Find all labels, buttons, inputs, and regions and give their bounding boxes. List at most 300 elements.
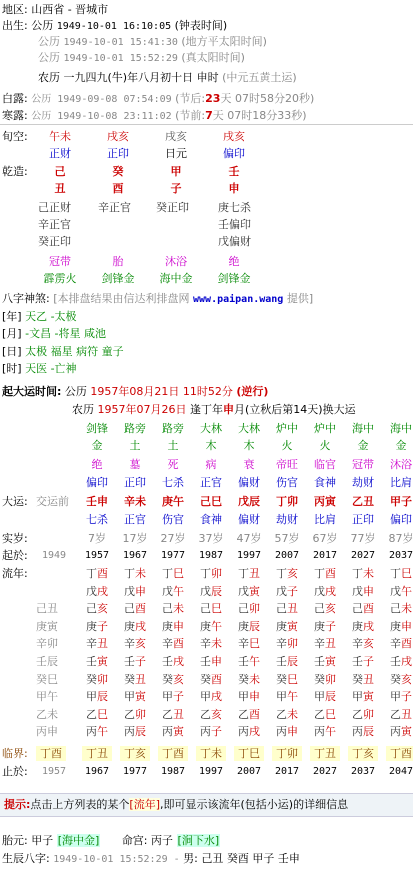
- nayin-4: 剑锋金: [217, 272, 251, 285]
- canggan-1-1: 己正财: [38, 201, 71, 214]
- birth-label: 出生:: [2, 19, 28, 32]
- zhiyu-3: 1987: [160, 766, 186, 777]
- zhiyu-6: 2017: [274, 766, 300, 777]
- liunian-cell[interactable]: 乙卯: [352, 707, 374, 721]
- minggong-label: 命宫:: [121, 834, 148, 847]
- liunian-cell[interactable]: 丁丑: [238, 567, 260, 580]
- linjie-2: 丁亥: [120, 746, 150, 761]
- shensha-items: 太极 福星 病符 童子: [25, 345, 124, 358]
- liunian-cell[interactable]: 辛巳: [238, 637, 260, 651]
- bazi-date: 1949-10-01 15:52:29 -: [53, 854, 180, 865]
- dayun-cs-7: 临官: [314, 458, 336, 471]
- dayun-ss-bot-7: 比肩: [314, 513, 336, 526]
- dayun-ages-6: 57岁: [274, 532, 300, 545]
- birth-row-2: [38, 34, 267, 50]
- liunian-cell[interactable]: 壬子: [124, 655, 146, 668]
- dayun-label: 大运:: [2, 495, 28, 508]
- dayun-ss-top-4: 正官: [200, 476, 222, 489]
- dayun-nayin-bot-5: 木: [243, 439, 255, 452]
- dayun-nayin-top-3: 路旁: [162, 422, 184, 435]
- liunian-cell[interactable]: 己卯: [238, 602, 260, 616]
- dayun-gz-7[interactable]: 丙寅: [314, 495, 336, 508]
- hanlu-time: 公历 1949-10-08 23:11:02: [31, 111, 172, 122]
- clock-time: 1949-10-01 16:10:05: [56, 21, 172, 32]
- nayin-1: 霹雳火: [43, 272, 77, 285]
- shensha-year: [2, 309, 77, 324]
- liunian-cell[interactable]: 己亥: [314, 602, 336, 616]
- liunian-cell[interactable]: 丙申: [276, 725, 298, 739]
- liunian-left-7[interactable]: 癸巳: [36, 672, 58, 686]
- hanlu-label: 寒露:: [2, 109, 28, 122]
- liunian-cell[interactable]: 己未: [390, 602, 412, 616]
- liunian-cell[interactable]: 辛卯: [276, 637, 298, 651]
- liunian-cell[interactable]: 癸卯: [314, 672, 336, 686]
- shensha-items: -文昌 -将星 咸池: [25, 327, 107, 340]
- liunian-cell[interactable]: 庚子: [314, 619, 336, 633]
- xunkong-label: 旬空:: [2, 130, 28, 143]
- dayun-years-6: 2007: [274, 550, 300, 561]
- canggan-3-1: 癸正印: [156, 201, 189, 214]
- liunian-cell[interactable]: 辛亥: [352, 637, 374, 651]
- liunian-cell[interactable]: 戊午: [162, 584, 184, 598]
- dayun-ss-bot-9: 偏印: [390, 513, 412, 526]
- linjie-4: 丁未: [196, 746, 226, 761]
- liunian-cell[interactable]: 丁卯: [200, 567, 222, 580]
- liunian-cell[interactable]: 丙辰: [124, 725, 146, 739]
- zhiyu-label: 止於:: [2, 765, 28, 778]
- liunian-cell[interactable]: 戊戌: [86, 584, 108, 598]
- dayun-nayin-top-5: 大林: [238, 422, 260, 435]
- dayun-nayin-bot-2: 土: [129, 439, 141, 452]
- xunkong-1: 午未: [49, 130, 71, 143]
- liunian-cell[interactable]: 癸丑: [124, 672, 146, 686]
- bailu-row: [2, 91, 314, 107]
- dayun-start-row: [2, 384, 268, 399]
- shensha-note-end: 提供]: [286, 292, 314, 305]
- dayun-nayin-bot-9: 金: [395, 439, 407, 452]
- dayun-ages-9: 87岁: [388, 532, 413, 545]
- liunian-cell[interactable]: 辛丑: [86, 637, 108, 651]
- liunian-cell[interactable]: 庚申: [162, 619, 184, 633]
- qidian-first: 1949: [42, 550, 67, 561]
- liunian-cell[interactable]: 乙亥: [200, 707, 222, 721]
- dayun-nayin-top-4: 大林: [200, 422, 222, 435]
- dayun-nayin-bot-7: 火: [319, 439, 331, 452]
- liunian-cell[interactable]: 庚戌: [124, 619, 146, 633]
- dayun-gz-8[interactable]: 乙丑: [352, 495, 374, 508]
- liunian-cell[interactable]: 丁巳: [390, 567, 412, 580]
- canggan-1-2: 辛正官: [38, 218, 71, 231]
- region-value: 山西省 - 晋城市: [31, 3, 109, 16]
- taiyuan-label: 胎元:: [2, 834, 28, 847]
- zhiyu-8: 2037: [350, 766, 376, 777]
- true-solar-time: 1949-10-01 15:52:29: [63, 53, 178, 64]
- bailu-note: (节后:: [175, 92, 206, 105]
- liunian-cell[interactable]: 壬午: [238, 655, 260, 668]
- linjie-6: 丁卯: [272, 746, 302, 761]
- dayun-gz-3[interactable]: 庚午: [162, 495, 184, 508]
- tip-text-end: ,即可显示该流年(包括小运)的详细信息: [160, 798, 349, 811]
- canggan-4-2: 壬偏印: [218, 218, 251, 231]
- zhi-1: 丑: [54, 182, 66, 195]
- calendar-type: 公历: [38, 51, 60, 64]
- liunian-cell[interactable]: 己丑: [276, 602, 298, 616]
- liunian-cell[interactable]: 壬辰: [276, 655, 298, 668]
- liunian-cell[interactable]: 癸巳: [276, 672, 298, 686]
- liunian-cell[interactable]: 己未: [162, 602, 184, 616]
- shensha-day: [2, 344, 124, 359]
- shensha-hour: [2, 361, 77, 376]
- dayun-ages-5: 47岁: [236, 532, 262, 545]
- dayun-ages-7: 67岁: [312, 532, 338, 545]
- taiyuan-value: 甲子: [31, 834, 54, 847]
- lunar-date: 农历 一九四九(牛)年八月初十日 申时: [38, 71, 219, 84]
- liunian-cell[interactable]: 甲午: [276, 690, 298, 704]
- dayun-nayin-top-1: 剑锋: [86, 422, 108, 435]
- liunian-cell[interactable]: 己酉: [352, 602, 374, 616]
- shishen-4: 偏印: [223, 147, 245, 160]
- dayun-years-7: 2017: [312, 550, 338, 561]
- minggong-value: 丙子: [151, 834, 174, 847]
- dayun-years-1: 1957: [84, 550, 110, 561]
- liunian-cell[interactable]: 乙巳: [314, 707, 336, 721]
- canggan-2-1: 辛正官: [98, 201, 131, 214]
- gan-4: 壬: [228, 165, 240, 178]
- liunian-cell[interactable]: 戊寅: [238, 584, 260, 598]
- shensha-tag: [日]: [2, 345, 22, 358]
- liunian-cell[interactable]: 乙卯: [124, 707, 146, 721]
- tip-label: 提示:: [4, 798, 31, 811]
- liunian-cell[interactable]: 甲辰: [86, 690, 108, 704]
- dayun-years-8: 2027: [350, 550, 376, 561]
- liunian-cell[interactable]: 丙子: [200, 725, 222, 739]
- shensha-header: [2, 291, 313, 307]
- liunian-cell[interactable]: 庚辰: [238, 619, 260, 633]
- liunian-cell[interactable]: 癸亥: [390, 672, 412, 686]
- shishen-1: 正财: [49, 147, 71, 160]
- liunian-cell[interactable]: 壬子: [352, 655, 374, 668]
- liunian-cell[interactable]: 癸酉: [200, 672, 222, 686]
- dayun-ss-top-9: 比肩: [390, 476, 412, 489]
- liunian-cell[interactable]: 丙寅: [390, 725, 412, 739]
- dayun-years-4: 1987: [198, 550, 224, 561]
- dayun-start-time: 11时52分: [182, 385, 233, 398]
- dayun-cs-9: 沐浴: [390, 458, 412, 471]
- dayun-ss-top-2: 正印: [124, 476, 146, 489]
- dayun-nayin-bot-3: 土: [167, 439, 179, 452]
- shensha-items: 天医 -亡神: [25, 362, 77, 375]
- birth-row-1: [2, 18, 227, 34]
- liunian-cell[interactable]: 丁酉: [314, 567, 336, 580]
- shisui-label: 实岁:: [2, 532, 28, 545]
- liunian-cell[interactable]: 丙辰: [352, 725, 374, 739]
- birth-row-3: [38, 50, 245, 66]
- dayun-lunar-prefix: 农历: [72, 403, 98, 416]
- bailu-note-end: 天 07时58分20秒): [220, 92, 315, 105]
- zhiyu-7: 2027: [312, 766, 338, 777]
- canggan-4-1: 庚七杀: [218, 201, 251, 214]
- linjie-9: 丁酉: [386, 746, 413, 761]
- dayun-ss-top-1: 偏印: [86, 476, 108, 489]
- dayun-ss-top-3: 七杀: [162, 476, 184, 489]
- changsheng-2: 胎: [112, 255, 124, 268]
- liunian-cell[interactable]: 乙酉: [238, 707, 260, 721]
- liunian-cell[interactable]: 癸未: [238, 672, 260, 686]
- bailu-time: 公历 1949-09-08 07:54:09: [31, 94, 172, 105]
- liunian-left-9[interactable]: 乙未: [36, 707, 58, 721]
- xunkong-3: 戌亥: [165, 130, 187, 143]
- xunkong-2: 戌亥: [107, 130, 129, 143]
- liunian-cell[interactable]: 壬申: [200, 655, 222, 668]
- dayun-years-5: 1997: [236, 550, 262, 561]
- qidian-label: 起於:: [2, 549, 28, 562]
- liunian-cell[interactable]: 壬戌: [162, 655, 184, 668]
- dayun-lunar-date: 1957年07月26日: [97, 403, 187, 416]
- qianzao-label: 乾造:: [2, 165, 28, 178]
- shensha-tag: [年]: [2, 310, 22, 323]
- liunian-cell[interactable]: 癸丑: [352, 672, 374, 686]
- liunian-cell[interactable]: 丁亥: [276, 567, 298, 580]
- dayun-cs-4: 病: [205, 458, 217, 471]
- dayun-years-3: 1977: [160, 550, 186, 561]
- zhiyu-2: 1977: [122, 766, 148, 777]
- zhi-4: 申: [228, 182, 240, 195]
- shensha-tag: [时]: [2, 362, 22, 375]
- shensha-note: [本排盘结果由信达利排盘网: [53, 292, 190, 305]
- dayun-lunar-b: 逢丁年: [190, 403, 223, 416]
- dayun-nayin-bot-6: 火: [281, 439, 293, 452]
- liunian-left-6[interactable]: 壬辰: [36, 655, 58, 668]
- dayun-cs-6: 帝旺: [276, 458, 298, 471]
- dayun-cs-2: 墓: [129, 458, 141, 471]
- nayin-2: 剑锋金: [101, 272, 135, 285]
- dayun-ss-bot-1: 七杀: [86, 513, 108, 526]
- liunian-left-10[interactable]: 丙申: [36, 725, 58, 739]
- zhiyu-first: 1957: [42, 766, 67, 777]
- xunkong-4: 戌亥: [223, 130, 245, 143]
- liunian-cell[interactable]: 戊戌: [314, 584, 336, 598]
- bailu-days: 23: [205, 92, 221, 105]
- liunian-cell[interactable]: 乙未: [276, 707, 298, 721]
- liunian-cell[interactable]: 丁未: [352, 567, 374, 580]
- liunian-cell[interactable]: 辛亥: [124, 637, 146, 651]
- bailu-label: 白露:: [2, 92, 28, 105]
- liunian-cell[interactable]: 甲辰: [314, 690, 336, 704]
- hanlu-note: (节前:: [175, 109, 206, 122]
- dayun-gz-5[interactable]: 戊辰: [238, 495, 260, 508]
- dayun-ages-1: 7岁: [88, 532, 106, 545]
- dayun-nayin-top-8: 海中: [352, 422, 374, 435]
- dayun-ss-bot-5: 偏财: [238, 513, 260, 526]
- shensha-month: [2, 326, 106, 341]
- liunian-cell[interactable]: 己巳: [200, 602, 222, 616]
- linjie-7: 丁丑: [310, 746, 340, 761]
- dayun-nayin-bot-4: 木: [205, 439, 217, 452]
- zhiyu-5: 2007: [236, 766, 262, 777]
- liunian-cell[interactable]: 壬寅: [314, 655, 336, 668]
- liunian-cell[interactable]: 丁酉: [86, 567, 108, 580]
- liunian-left-8[interactable]: 甲午: [36, 690, 58, 704]
- liunian-cell[interactable]: 己亥: [86, 602, 108, 616]
- taiyuan-row: [2, 833, 220, 848]
- liunian-cell[interactable]: 甲子: [162, 690, 184, 704]
- dayun-gz-4[interactable]: 己巳: [200, 495, 222, 508]
- dayun-lunar-row: [72, 402, 356, 417]
- nayin-3: 海中金: [159, 272, 193, 285]
- linjie-8: 丁亥: [348, 746, 378, 761]
- dayun-ss-bot-3: 伤官: [162, 513, 184, 526]
- dayun-ss-bot-6: 劫财: [276, 513, 298, 526]
- jiaoyun-label: 交运前: [36, 495, 69, 508]
- linjie-3: 丁酉: [158, 746, 188, 761]
- shishen-3: 日元: [165, 147, 187, 160]
- tip-row: [4, 797, 348, 812]
- dayun-gz-2[interactable]: 辛未: [124, 495, 146, 508]
- dayun-nayin-top-6: 炉中: [276, 422, 298, 435]
- divider: [0, 124, 413, 125]
- mean-solar-time: 1949-10-01 15:41:30: [63, 37, 178, 48]
- liunian-cell[interactable]: 庚申: [390, 619, 412, 633]
- liunian-left-3[interactable]: 己丑: [36, 602, 58, 616]
- dayun-cs-5: 衰: [243, 458, 255, 471]
- liunian-left-5[interactable]: 辛卯: [36, 637, 58, 651]
- bazi-label: 生辰八字:: [2, 852, 50, 865]
- dayun-cs-3: 死: [167, 458, 179, 471]
- liunian-cell[interactable]: 戊申: [352, 584, 374, 598]
- dayun-ages-4: 37岁: [198, 532, 224, 545]
- liunian-cell[interactable]: 丙戌: [238, 725, 260, 739]
- liunian-left-4[interactable]: 庚寅: [36, 619, 58, 633]
- liunian-cell[interactable]: 甲戌: [200, 690, 222, 704]
- shensha-items: 天乙 -太极: [25, 310, 77, 323]
- dayun-ss-bot-8: 正印: [352, 513, 374, 526]
- dayun-nayin-bot-1: 金: [91, 439, 103, 452]
- true-solar-note: (真太阳时间): [181, 51, 245, 64]
- minggong-nayin: [涧下水]: [177, 834, 220, 847]
- dayun-ss-top-5: 偏财: [238, 476, 260, 489]
- linjie-first: 丁酉: [36, 746, 66, 761]
- calendar-type: 公历: [31, 19, 54, 32]
- hanlu-note-end: 天 07时18分33秒): [212, 109, 307, 122]
- tip-text: 点击上方列表的某个: [30, 798, 130, 811]
- dayun-nayin-top-7: 炉中: [314, 422, 336, 435]
- mean-solar-note: (地方平太阳时间): [181, 35, 267, 48]
- liunian-cell[interactable]: 辛丑: [314, 637, 336, 651]
- shensha-label: 八字神煞:: [2, 292, 50, 305]
- clock-note: (钟表时间): [174, 19, 228, 32]
- changsheng-4: 绝: [228, 255, 240, 268]
- bazi-row: [2, 851, 300, 867]
- linjie-1: 丁丑: [82, 746, 112, 761]
- region-label: 地区:: [2, 3, 28, 16]
- liunian-cell[interactable]: 辛未: [200, 637, 222, 651]
- liunian-cell[interactable]: 庚午: [200, 619, 222, 633]
- liunian-cell[interactable]: 丙午: [86, 725, 108, 739]
- liunian-cell[interactable]: 戊申: [124, 584, 146, 598]
- changsheng-3: 沐浴: [165, 255, 187, 268]
- dayun-gz-9[interactable]: 甲子: [390, 495, 412, 508]
- liunian-cell[interactable]: 庚子: [86, 619, 108, 633]
- bazi-sex: 男:: [183, 852, 198, 865]
- canggan-4-3: 戊偏财: [218, 235, 251, 248]
- zhiyu-4: 1997: [198, 766, 224, 777]
- liunian-cell[interactable]: 丙寅: [162, 725, 184, 739]
- site-link[interactable]: www.paipan.wang: [193, 294, 284, 305]
- dayun-gz-6[interactable]: 丁卯: [276, 495, 298, 508]
- dayun-ss-top-8: 劫财: [352, 476, 374, 489]
- lunar-row: [38, 70, 297, 85]
- liunian-cell[interactable]: 庚寅: [276, 619, 298, 633]
- region-row: [2, 2, 108, 17]
- dayun-nayin-bot-8: 金: [357, 439, 369, 452]
- liunian-cell[interactable]: 甲寅: [124, 690, 146, 704]
- yuanyun-note: (中元五黄土运): [222, 71, 297, 84]
- liunian-cell[interactable]: 丁未: [124, 567, 146, 580]
- dayun-lunar-c: 申: [223, 403, 234, 416]
- liunian-cell[interactable]: 甲申: [238, 690, 260, 704]
- hanlu-days: 7: [205, 109, 213, 122]
- taiyuan-nayin: [海中金]: [57, 834, 100, 847]
- dayun-ages-2: 17岁: [122, 532, 148, 545]
- dayun-ages-3: 27岁: [160, 532, 186, 545]
- liunian-cell[interactable]: 己酉: [124, 602, 146, 616]
- liunian-cell[interactable]: 戊辰: [200, 584, 222, 598]
- dayun-cs-1: 绝: [91, 458, 103, 471]
- gan-3: 甲: [170, 165, 182, 178]
- canggan-1-3: 癸正印: [38, 235, 71, 248]
- liunian-cell[interactable]: 甲寅: [352, 690, 374, 704]
- liunian-cell[interactable]: 乙丑: [162, 707, 184, 721]
- liunian-cell[interactable]: 甲子: [390, 690, 412, 704]
- liunian-cell[interactable]: 壬寅: [86, 655, 108, 668]
- dayun-years-9: 2037: [388, 550, 413, 561]
- gan-1: 己: [54, 165, 66, 178]
- liunian-cell[interactable]: 乙丑: [390, 707, 412, 721]
- liunian-cell[interactable]: 庚戌: [352, 619, 374, 633]
- liunian-cell[interactable]: 戊午: [390, 584, 412, 598]
- zhiyu-1: 1967: [84, 766, 110, 777]
- liunian-cell[interactable]: 戊子: [276, 584, 298, 598]
- shishen-2: 正印: [107, 147, 129, 160]
- dayun-gz-1[interactable]: 壬申: [86, 495, 108, 508]
- liunian-cell[interactable]: 乙巳: [86, 707, 108, 721]
- calendar-type: 公历: [38, 35, 60, 48]
- dayun-cs-8: 冠带: [352, 458, 374, 471]
- dayun-start-date: 1957年08月21日: [90, 385, 180, 398]
- gan-2: 癸: [112, 165, 124, 178]
- liunian-label: 流年:: [2, 567, 28, 580]
- dayun-ss-top-6: 伤官: [276, 476, 298, 489]
- liunian-cell[interactable]: 癸卯: [86, 672, 108, 686]
- dayun-direction: (逆行): [236, 385, 269, 398]
- liunian-cell[interactable]: 辛酉: [162, 637, 184, 651]
- tip-link[interactable]: [流年]: [129, 798, 160, 811]
- linjie-label: 临界:: [2, 747, 28, 760]
- hanlu-row: [2, 108, 307, 124]
- liunian-cell[interactable]: 丙午: [314, 725, 336, 739]
- dayun-start-label: 起大运时间:: [2, 385, 62, 398]
- liunian-cell[interactable]: 辛酉: [390, 637, 412, 651]
- liunian-cell[interactable]: 癸亥: [162, 672, 184, 686]
- liunian-cell[interactable]: 丁巳: [162, 567, 184, 580]
- zhiyu-9: 2047: [388, 766, 413, 777]
- dayun-lunar-d: 月(立秋后第14天)换大运: [234, 403, 356, 416]
- liunian-cell[interactable]: 壬戌: [390, 655, 412, 668]
- dayun-years-2: 1967: [122, 550, 148, 561]
- zhi-2: 酉: [112, 182, 124, 195]
- dayun-ss-bot-2: 正官: [124, 513, 146, 526]
- linjie-5: 丁巳: [234, 746, 264, 761]
